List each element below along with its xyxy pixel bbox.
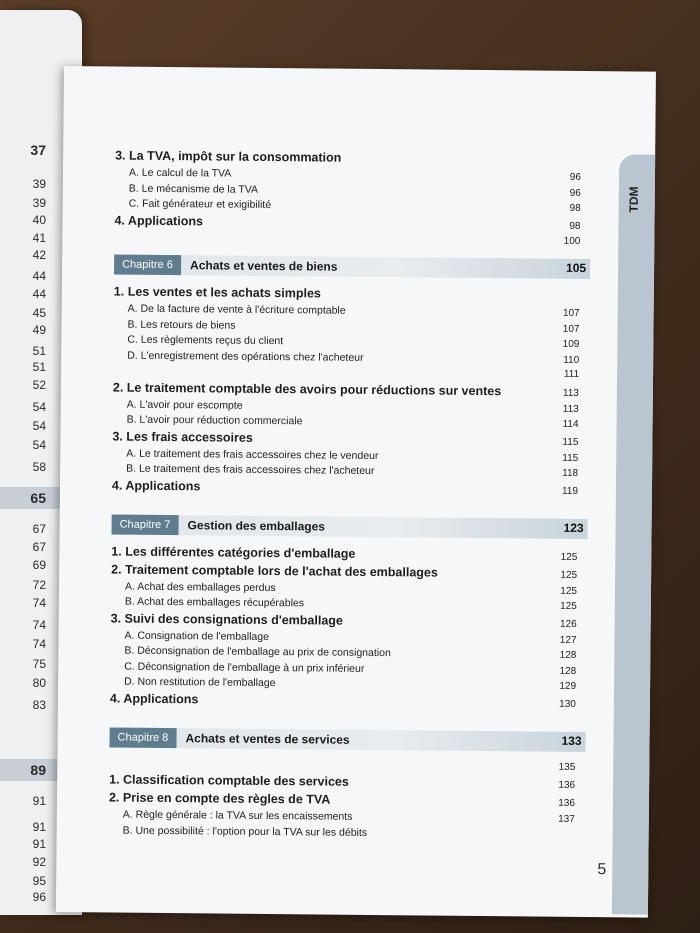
left-page-number: 67 xyxy=(32,522,46,536)
chapter-badge: Chapitre 8 xyxy=(109,727,176,748)
toc-entry[interactable] xyxy=(112,429,578,447)
toc-entry-label: A. Consignation de l'emballage xyxy=(124,629,270,643)
toc-entry[interactable] xyxy=(115,182,581,198)
toc-entry-page: 118 xyxy=(562,467,579,479)
toc-entry-label: A. Achat des emballages perdus xyxy=(124,580,276,594)
toc-entry[interactable] xyxy=(113,398,579,414)
toc-entry-label: C. Déconsignation de l'emballage à un prix inférieur xyxy=(124,660,365,675)
toc-entry[interactable] xyxy=(111,611,577,629)
toc-entry[interactable] xyxy=(113,413,579,429)
toc-entry-page: 113 xyxy=(562,387,579,399)
toc-entry[interactable] xyxy=(111,595,577,611)
toc-entry[interactable] xyxy=(112,462,578,478)
tdm-tab xyxy=(612,154,655,914)
left-page-number: 80 xyxy=(32,676,46,690)
left-page-number: 54 xyxy=(32,400,46,414)
toc-entry[interactable] xyxy=(109,757,575,772)
left-page-number: 74 xyxy=(32,596,46,610)
toc-entry-page: 111 xyxy=(563,368,580,380)
toc-entry-page: 125 xyxy=(560,569,578,581)
toc-entry-label: A. Le calcul de la TVA xyxy=(128,166,232,180)
toc-entry-label: B. Le mécanisme de la TVA xyxy=(128,182,259,196)
toc-entry-page: 128 xyxy=(559,665,577,677)
chapter-header[interactable] xyxy=(112,514,588,539)
page-number: 5 xyxy=(597,861,607,879)
toc-entry-label: 4. Applications xyxy=(111,477,201,493)
toc-entry-page: 109 xyxy=(562,338,580,350)
toc-entry[interactable] xyxy=(111,544,577,562)
toc-entry-label: B. Le traitement des frais accessoires chez l'acheteur xyxy=(126,462,375,477)
toc-entry-label: 2. Prise en compte des règles de TVA xyxy=(108,790,331,807)
toc-entry-label: A. L'avoir pour escompte xyxy=(126,398,243,412)
toc-entry-page: 135 xyxy=(558,761,576,773)
toc-entry-page: 119 xyxy=(561,485,578,497)
left-page-number: 67 xyxy=(32,540,46,554)
tdm-label: TDM xyxy=(626,186,641,213)
toc-entry-label: A. Règle générale : la TVA sur les encaissements xyxy=(122,808,353,823)
toc-entry[interactable] xyxy=(113,349,579,365)
toc-entry-label: C. Fait générateur et exigibilité xyxy=(128,197,272,211)
toc-entry[interactable] xyxy=(114,284,580,302)
toc-entry[interactable] xyxy=(109,772,575,790)
toc-entry-page: 129 xyxy=(559,680,577,692)
chapter-page: 123 xyxy=(563,520,584,535)
toc-entry-page: 125 xyxy=(560,585,578,597)
left-page-number: 51 xyxy=(32,344,46,358)
toc-entry[interactable] xyxy=(112,478,578,496)
chapter-title: Achats et ventes de biens xyxy=(190,258,338,274)
toc-entry[interactable] xyxy=(110,675,576,691)
left-page-number: 44 xyxy=(32,287,46,301)
toc-entry-page: 113 xyxy=(562,403,579,415)
toc-entry-label: 3. Les frais accessoires xyxy=(112,428,253,445)
toc-entry[interactable] xyxy=(114,302,580,318)
left-page-number: 49 xyxy=(32,323,46,337)
toc-entry-page: 107 xyxy=(562,307,580,319)
toc-entry-page: 126 xyxy=(559,618,577,630)
toc-entry-page: 137 xyxy=(558,813,575,825)
left-page-number: 40 xyxy=(32,213,46,227)
toc-entry[interactable] xyxy=(114,213,580,231)
toc-entry-label: 2. Traitement comptable lors de l'achat des emballages xyxy=(111,561,438,580)
left-page-number: 37 xyxy=(30,142,46,158)
toc-entry-label: 2. Le traitement comptable des avoirs pour réductions sur ventes xyxy=(112,379,502,398)
toc-entry-page: 136 xyxy=(558,797,575,809)
chapter-header[interactable] xyxy=(114,254,590,279)
toc-entry-label: A. De la facture de vente à l'écriture comptable xyxy=(127,302,346,317)
toc-entry-label: D. Non restitution de l'emballage xyxy=(124,675,276,690)
left-page-number: 91 xyxy=(32,794,46,808)
left-page-number: 44 xyxy=(32,269,46,283)
left-page-number: 72 xyxy=(32,578,46,592)
left-page-number: 89 xyxy=(30,762,46,778)
toc-entry-page: 115 xyxy=(562,436,579,448)
left-page-number: 54 xyxy=(32,419,46,433)
left-page-number: 75 xyxy=(32,657,46,671)
left-page-number: 42 xyxy=(32,248,46,262)
toc-entry-label: 3. Suivi des consignations d'emballage xyxy=(110,610,343,628)
toc-entry-page: 98 xyxy=(569,202,581,214)
toc-entry-page: 128 xyxy=(559,649,577,661)
left-page-number: 65 xyxy=(30,490,46,506)
left-page-number: 45 xyxy=(32,306,46,320)
toc-entry-page: 125 xyxy=(560,600,577,612)
toc-entry-label: B. Achat des emballages récupérables xyxy=(124,595,305,610)
chapter-header[interactable] xyxy=(109,727,585,752)
toc-entry[interactable] xyxy=(109,824,575,840)
left-page-number: 74 xyxy=(32,637,46,651)
toc-entry[interactable] xyxy=(114,231,580,246)
toc-entry-page: 125 xyxy=(560,551,578,563)
chapter-title: Gestion des emballages xyxy=(187,517,326,534)
toc-entry-label: 4. Applications xyxy=(109,690,199,706)
toc-entry[interactable] xyxy=(115,197,581,213)
table-of-contents xyxy=(108,148,587,839)
toc-entry[interactable] xyxy=(115,166,581,182)
toc-entry-page: 107 xyxy=(562,323,580,335)
toc-entry-label: C. Les règlements reçus du client xyxy=(127,333,284,348)
left-page-number: 39 xyxy=(32,196,46,210)
toc-entry-label: B. Une possibilité : l'option pour la TVA sur les débits xyxy=(122,824,368,839)
toc-entry-page: 96 xyxy=(569,171,582,183)
left-page-number: 41 xyxy=(32,231,46,245)
toc-entry-label: 4. Applications xyxy=(114,212,204,228)
chapter-title: Achats et ventes de services xyxy=(185,730,350,747)
toc-entry-page: 100 xyxy=(563,235,581,247)
toc-entry[interactable] xyxy=(113,364,579,379)
left-page-number: 52 xyxy=(32,378,46,392)
toc-entry[interactable] xyxy=(109,790,575,808)
toc-entry-page: 115 xyxy=(562,452,579,464)
toc-entry[interactable] xyxy=(113,380,579,398)
left-page-number: 54 xyxy=(32,438,46,452)
toc-entry-page: 127 xyxy=(559,634,577,646)
toc-entry-label: B. Les retours de biens xyxy=(127,318,236,332)
toc-entry-label: 1. Les différentes catégories d'emballage xyxy=(111,543,356,561)
toc-entry-page: 114 xyxy=(562,418,579,430)
left-page-number: 58 xyxy=(32,460,46,474)
toc-entry[interactable] xyxy=(111,562,577,580)
toc-entry-page: 96 xyxy=(569,187,581,199)
toc-entry-label: 1. Classification comptable des services xyxy=(109,772,349,789)
left-page-number: 92 xyxy=(32,855,46,869)
toc-entry-page: 130 xyxy=(559,698,576,710)
left-page-number: 74 xyxy=(32,618,46,632)
toc-entry[interactable] xyxy=(110,644,576,660)
toc-entry-label: 3. La TVA, impôt sur la consommation xyxy=(115,148,342,165)
left-page-number: 51 xyxy=(32,360,46,374)
left-page-number: 39 xyxy=(32,177,46,191)
toc-entry-label: A. Le traitement des frais accessoires chez le vendeur xyxy=(126,447,379,462)
left-page-number: 91 xyxy=(32,820,46,834)
toc-entry-page: 110 xyxy=(563,354,580,366)
toc-entry[interactable] xyxy=(113,318,579,334)
chapter-badge: Chapitre 6 xyxy=(114,254,181,275)
toc-entry-label: B. L'avoir pour réduction commerciale xyxy=(126,413,303,428)
toc-entry[interactable] xyxy=(109,808,575,824)
toc-entry[interactable] xyxy=(111,580,577,596)
toc-entry[interactable] xyxy=(110,629,576,645)
toc-entry-label: B. Déconsignation de l'emballage au prix de consignation xyxy=(124,644,391,660)
chapter-badge: Chapitre 7 xyxy=(112,514,179,535)
left-page-number: 83 xyxy=(32,698,46,712)
toc-entry[interactable] xyxy=(113,333,579,349)
chapter-page: 133 xyxy=(561,733,582,748)
right-page xyxy=(56,66,656,918)
chapter-page: 105 xyxy=(565,260,587,276)
toc-entry[interactable] xyxy=(110,691,576,709)
left-page-number: 96 xyxy=(32,890,46,904)
toc-entry[interactable] xyxy=(112,447,578,463)
toc-entry-page: 136 xyxy=(558,779,576,791)
left-page-number: 95 xyxy=(32,874,46,888)
left-page-number: 91 xyxy=(32,837,46,851)
toc-entry-page: 98 xyxy=(569,220,581,232)
toc-entry-label: D. L'enregistrement des opérations chez l'acheteur xyxy=(127,349,364,364)
toc-entry[interactable] xyxy=(110,660,576,676)
left-page-number: 69 xyxy=(32,558,46,572)
toc-entry-label: 1. Les ventes et les achats simples xyxy=(113,284,321,301)
toc-entry[interactable] xyxy=(115,148,581,166)
